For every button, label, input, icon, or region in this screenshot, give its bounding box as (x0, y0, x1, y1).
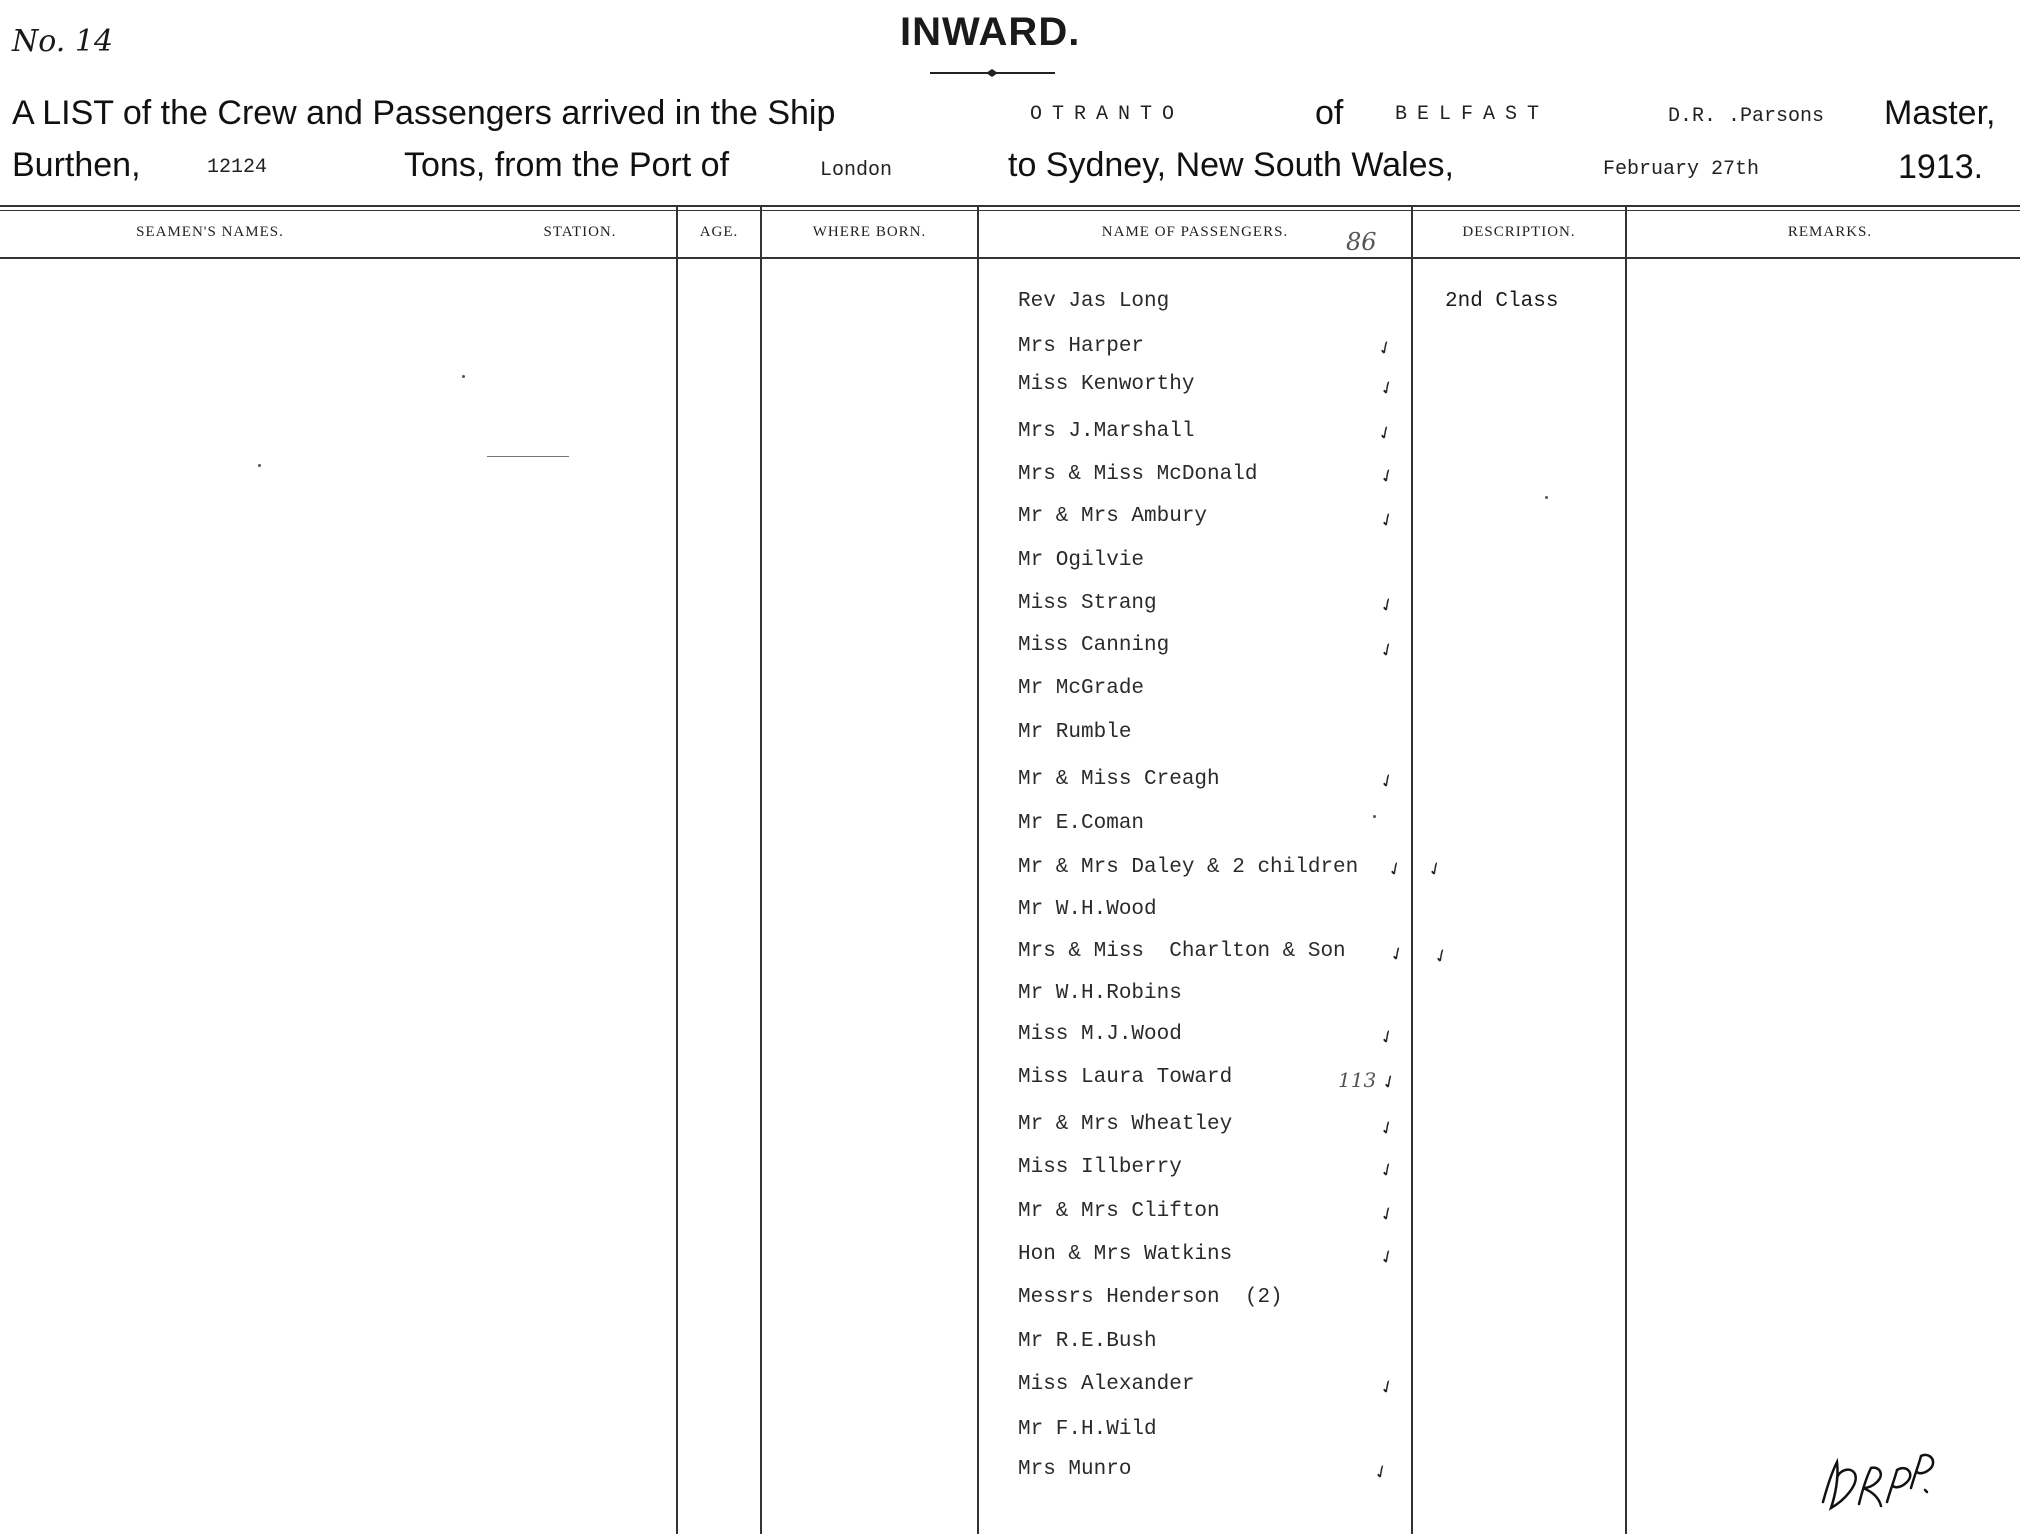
document-number: No. 14 (12, 24, 114, 59)
passenger-row: Mrs J.Marshall (1018, 420, 1195, 443)
check-mark-icon: ✓ (1378, 1069, 1401, 1096)
check-mark-icon: ✓ (1376, 768, 1399, 795)
passenger-row: Miss Canning (1018, 634, 1170, 657)
column-divider-remarks (1625, 207, 1627, 1534)
check-mark-icon: ✓ (1376, 1024, 1399, 1051)
check-mark-icon: ✓ (1376, 507, 1399, 534)
passenger-row: Mr E.Coman (1018, 812, 1145, 835)
destination-label: to Sydney, New South Wales, (1008, 146, 1454, 184)
column-divider-born (760, 207, 762, 1534)
passenger-row: Miss M.J.Wood (1018, 1023, 1182, 1046)
ship-name: OTRANTO (1030, 103, 1185, 126)
passenger-row: Mr W.H.Wood (1018, 898, 1157, 921)
table-top-rule (0, 205, 2020, 207)
column-divider-passengers (977, 207, 979, 1534)
handwritten-count-note: 86 (1346, 228, 1377, 256)
check-mark-icon: ✓ (1374, 335, 1397, 362)
table-header-rule (0, 257, 2020, 259)
column-divider-description (1411, 207, 1413, 1534)
table-top-rule-inner (0, 210, 2020, 211)
passenger-row: Mr F.H.Wild (1018, 1418, 1157, 1441)
page-title: INWARD. (900, 10, 1081, 54)
passenger-row: Mr Ogilvie (1018, 549, 1145, 572)
title-ornament-divider (930, 68, 1055, 78)
check-mark-icon: ✓ (1430, 943, 1453, 970)
of-label: of (1315, 94, 1344, 132)
column-header-station: STATION. (543, 224, 617, 240)
passenger-row: Mrs Harper (1018, 335, 1145, 358)
tonnage: 12124 (207, 156, 268, 179)
voyage-year: 1913. (1898, 148, 1984, 186)
column-header-description: DESCRIPTION. (1462, 224, 1576, 240)
column-header-where-born: WHERE BORN. (812, 224, 927, 240)
check-mark-icon: ✓ (1376, 1244, 1399, 1271)
check-mark-icon: ✓ (1376, 1201, 1399, 1228)
passenger-row: Miss Illberry (1018, 1156, 1182, 1179)
passenger-row: Messrs Henderson (2) (1018, 1286, 1283, 1309)
handwritten-inline-note: 113 (1338, 1068, 1377, 1092)
passenger-row: Mr Rumble (1018, 721, 1132, 744)
check-mark-icon: ✓ (1376, 637, 1399, 664)
passenger-row: Mr & Mrs Daley & 2 children (1018, 856, 1359, 879)
passenger-row: Mr & Mrs Wheatley (1018, 1113, 1233, 1136)
check-mark-icon: ✓ (1374, 420, 1397, 447)
passenger-row: Mrs & Miss McDonald (1018, 463, 1258, 486)
passenger-row: Hon & Mrs Watkins (1018, 1243, 1233, 1266)
header-line1-prefix: A LIST of the Crew and Passengers arrived in the Ship (12, 94, 836, 132)
port-of-registry: BELFAST (1395, 103, 1550, 126)
scan-speck (258, 464, 261, 467)
passenger-row: Rev Jas Long (1018, 290, 1170, 313)
column-header-passenger-names: NAME OF PASSENGERS. (1101, 224, 1289, 240)
passenger-class-description: 2nd Class (1445, 290, 1559, 313)
voyage-date: February 27th (1603, 158, 1760, 181)
check-mark-icon: ✓ (1370, 1459, 1393, 1486)
column-header-age: AGE. (699, 224, 739, 240)
passenger-row: Miss Alexander (1018, 1373, 1195, 1396)
signature-image (1815, 1440, 1945, 1520)
passenger-row: Miss Strang (1018, 592, 1157, 615)
scan-mark-line (487, 456, 569, 457)
origin-port: London (820, 159, 893, 182)
check-mark-icon: ✓ (1376, 463, 1399, 490)
tons-from-port-label: Tons, from the Port of (404, 146, 730, 184)
check-mark-icon: ✓ (1376, 1157, 1399, 1184)
column-divider-age (676, 207, 678, 1534)
passenger-row: Mr McGrade (1018, 677, 1145, 700)
check-mark-icon: ✓ (1376, 592, 1399, 619)
burthen-label: Burthen, (12, 146, 141, 184)
scan-speck (462, 375, 465, 378)
scan-speck (1545, 496, 1548, 499)
passenger-row: Mr R.E.Bush (1018, 1330, 1157, 1353)
master-name: D.R. .Parsons (1668, 105, 1825, 128)
check-mark-icon: ✓ (1376, 375, 1399, 402)
check-mark-icon: ✓ (1376, 1115, 1399, 1142)
passenger-row: Mr W.H.Robins (1018, 982, 1182, 1005)
check-mark-icon: ✓ (1386, 941, 1409, 968)
passenger-row: Mr & Miss Creagh (1018, 768, 1220, 791)
passenger-row: Mr & Mrs Clifton (1018, 1200, 1220, 1223)
column-header-remarks: REMARKS. (1787, 224, 1873, 240)
column-header-seamen-names: SEAMEN'S NAMES. (136, 224, 284, 240)
check-mark-icon: ✓ (1424, 856, 1447, 883)
passenger-row: Mr & Mrs Ambury (1018, 505, 1208, 528)
passenger-row: Miss Laura Toward (1018, 1066, 1233, 1089)
passenger-row: Mrs & Miss Charlton & Son (1018, 940, 1346, 963)
scan-speck (1373, 815, 1376, 818)
master-label: Master, (1884, 94, 1996, 132)
check-mark-icon: ✓ (1384, 856, 1407, 883)
passenger-row: Mrs Munro (1018, 1458, 1132, 1481)
check-mark-icon: ✓ (1376, 1374, 1399, 1401)
passenger-row: Miss Kenworthy (1018, 373, 1195, 396)
